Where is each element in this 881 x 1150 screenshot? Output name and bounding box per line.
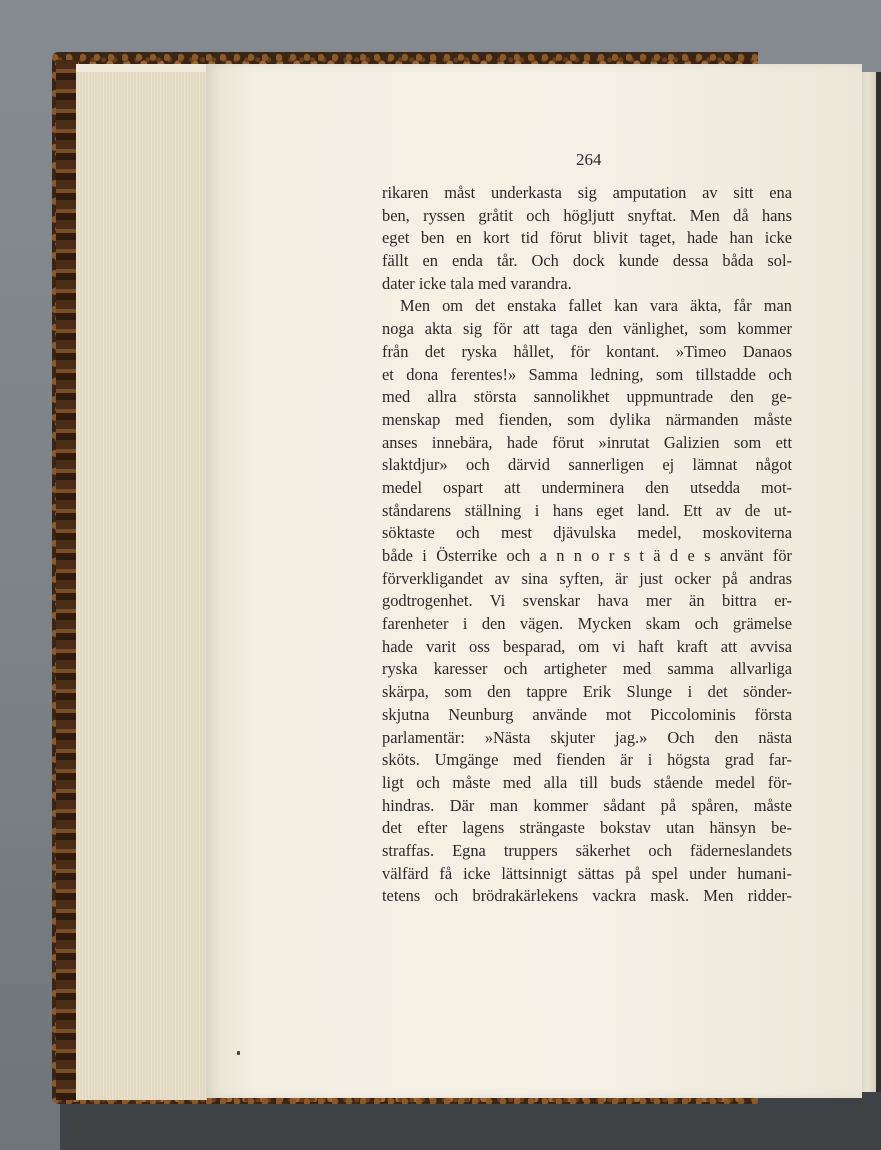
text-line: fällt en enda tår. Och dock kunde dessa båda sol- (382, 251, 792, 271)
page-stack (76, 64, 207, 1100)
book-page (206, 64, 862, 1098)
text-line: ben, ryssen gråtit och högljutt snyftat. Men då hans (382, 205, 792, 225)
text-line: rikaren måst underkasta sig amputation av sitt ena (382, 183, 792, 202)
text-line: parlamentär: »Nästa skjuter jag.» Och den nästa (382, 727, 792, 747)
text-line: medel ospart att underminera den utsedda mot- (382, 477, 792, 497)
text-line: från det ryska hållet, för kontant. »Timeo Danaos (382, 341, 792, 361)
book-spine-edge (56, 60, 78, 1100)
text-line: ryska karesser och artigheter med samma allvarliga (382, 659, 792, 679)
text-line: godtrogenhet. Vi svenskar hava mer än bittra er- (382, 591, 792, 611)
text-line: hade varit oss besparad, om vi haft kraft att avvisa (382, 636, 792, 656)
text-line: slaktdjur» och därvid sannerligen ej lämnat något (382, 455, 792, 475)
text-line: eget ben en kort tid förut blivit taget, hade han icke (382, 228, 792, 248)
text-line: Men om det enstaka fallet kan vara äkta, får man (400, 296, 792, 316)
text-line: menskap med fienden, som dylika närmanden måste (382, 409, 792, 429)
text-line: både i Österrike och a n n o r s t ä d e s använt för (382, 546, 792, 565)
text-line: noga akta sig för att taga den vänlighet, som kommer (382, 319, 792, 339)
text-line: ståndarens ställning i hans eget land. Ett av de ut- (382, 500, 792, 520)
text-line: dater icke tala med varandra. (382, 273, 572, 293)
paper-speck (237, 1051, 240, 1055)
text-line: skjutna Neunburg använde mot Piccolominis första (382, 704, 792, 724)
text-line: söktaste och mest djävulska medel, moskoviterna (382, 523, 792, 543)
text-line: sköts. Umgänge med fienden är i högsta grad far- (382, 750, 792, 770)
text-line: farenheter i den vägen. Mycken skam och grämelse (382, 614, 792, 634)
text-line: tetens och brödrakärlekens vackra mask. Men ridder- (382, 886, 792, 906)
page-number: 264 (576, 150, 602, 169)
text-line: anses innebära, hade förut »inrutat Galizien som ett (382, 432, 792, 452)
text-line: hindras. Där man kommer sådant på spåren, måste (382, 795, 792, 815)
right-shadow-edge (876, 72, 881, 1092)
page-stack-top (76, 64, 206, 72)
body-text (382, 182, 792, 908)
text-line: med allra största sannolikhet uppmuntrade den ge- (382, 387, 792, 407)
text-line: ligt och måste med alla till buds stående medel för- (382, 772, 792, 792)
text-line: straffas. Egna truppers säkerhet och fäderneslandets (382, 840, 792, 860)
text-line: skärpa, som den tappre Erik Slunge i det sönder- (382, 682, 792, 702)
text-line: et dona ferentes!» Samma ledning, som tillstadde och (382, 364, 792, 384)
text-line: välfärd få icke lättsinnigt sättas på spel under humani- (382, 863, 792, 883)
text-line: det efter lagens strängaste bokstav utan hänsyn be- (382, 818, 792, 838)
text-line: förverkligandet av sina syften, är just ocker på andras (382, 568, 792, 588)
